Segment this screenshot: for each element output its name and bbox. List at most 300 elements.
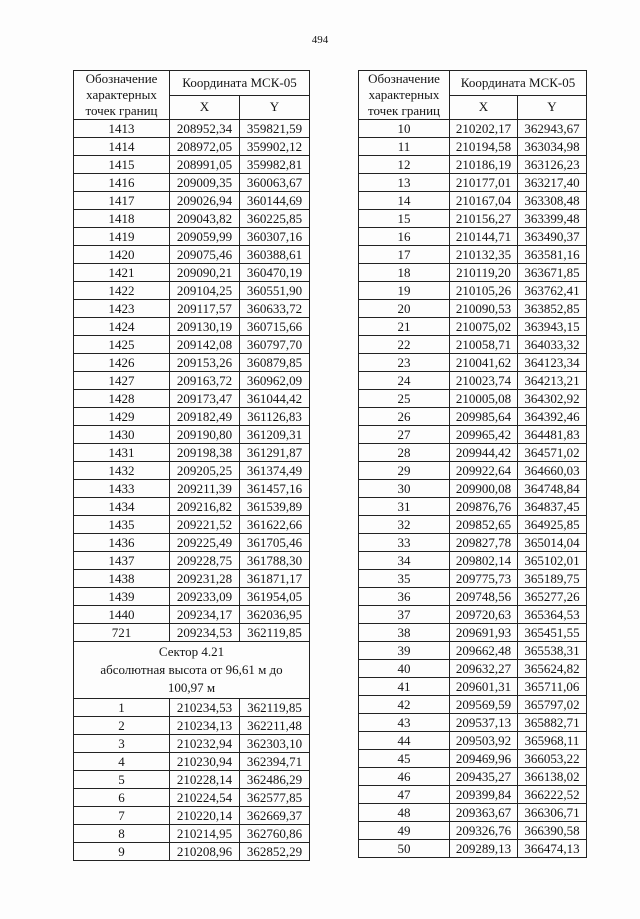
y-coordinate-cell: 360225,85 (240, 210, 310, 228)
y-coordinate-cell: 364748,84 (518, 480, 587, 498)
x-coordinate-cell: 210232,94 (170, 735, 240, 753)
point-id-cell: 35 (359, 570, 450, 588)
y-coordinate-cell: 362119,85 (240, 624, 310, 642)
sector-title: Сектор 4.21 (158, 644, 225, 659)
point-id-cell: 1433 (74, 480, 170, 498)
x-coordinate-cell: 209802,14 (450, 552, 518, 570)
x-coordinate-cell: 209326,76 (450, 822, 518, 840)
y-coordinate-cell: 360388,61 (240, 246, 310, 264)
x-coordinate-cell: 210058,71 (450, 336, 518, 354)
point-id-cell: 45 (359, 750, 450, 768)
point-id-cell: 48 (359, 804, 450, 822)
point-id-cell: 1428 (74, 390, 170, 408)
x-coordinate-cell: 210220,14 (170, 807, 240, 825)
y-coordinate-cell: 364571,02 (518, 444, 587, 462)
point-id-cell: 2 (74, 717, 170, 735)
point-id-cell: 10 (359, 120, 450, 138)
point-id-cell: 1424 (74, 318, 170, 336)
y-coordinate-cell: 359902,12 (240, 138, 310, 156)
point-id-cell: 1437 (74, 552, 170, 570)
table-row (359, 354, 587, 372)
table-row (74, 408, 310, 426)
point-id-cell: 721 (74, 624, 170, 642)
point-id-cell: 1418 (74, 210, 170, 228)
table-row (74, 588, 310, 606)
y-coordinate-cell: 360063,67 (240, 174, 310, 192)
point-id-cell: 1440 (74, 606, 170, 624)
table-row (359, 156, 587, 174)
table-row (359, 696, 587, 714)
y-coordinate-cell: 365968,11 (518, 732, 587, 750)
y-coordinate-cell: 364033,32 (518, 336, 587, 354)
point-id-cell: 21 (359, 318, 450, 336)
x-coordinate-cell: 209691,93 (450, 624, 518, 642)
table-row (74, 699, 310, 717)
y-coordinate-cell: 363399,48 (518, 210, 587, 228)
table-row (74, 354, 310, 372)
table-row (74, 606, 310, 624)
point-id-cell: 1434 (74, 498, 170, 516)
table-row (359, 372, 587, 390)
y-coordinate-cell: 366390,58 (518, 822, 587, 840)
point-id-cell: 1436 (74, 534, 170, 552)
point-id-cell: 40 (359, 660, 450, 678)
x-coordinate-cell: 210023,74 (450, 372, 518, 390)
x-coordinate-cell: 209662,48 (450, 642, 518, 660)
y-coordinate-cell: 361871,17 (240, 570, 310, 588)
table-row (359, 768, 587, 786)
table-row (359, 336, 587, 354)
point-id-cell: 1439 (74, 588, 170, 606)
x-coordinate-cell: 208952,34 (170, 120, 240, 138)
y-coordinate-cell: 362211,48 (240, 717, 310, 735)
y-coordinate-cell: 363581,16 (518, 246, 587, 264)
y-coordinate-cell: 362669,37 (240, 807, 310, 825)
point-id-cell: 1 (74, 699, 170, 717)
table-row (359, 786, 587, 804)
x-coordinate-cell: 210186,19 (450, 156, 518, 174)
x-coordinate-cell: 209852,65 (450, 516, 518, 534)
table-row (359, 228, 587, 246)
x-coordinate-cell: 209043,82 (170, 210, 240, 228)
point-id-cell: 28 (359, 444, 450, 462)
x-coordinate-cell: 210202,17 (450, 120, 518, 138)
table-row (74, 426, 310, 444)
x-coordinate-cell: 209233,09 (170, 588, 240, 606)
point-id-cell: 47 (359, 786, 450, 804)
table-row (74, 462, 310, 480)
point-id-cell: 38 (359, 624, 450, 642)
x-coordinate-cell: 209469,96 (450, 750, 518, 768)
x-coordinate-cell: 209130,19 (170, 318, 240, 336)
y-coordinate-cell: 364123,34 (518, 354, 587, 372)
x-coordinate-cell: 208972,05 (170, 138, 240, 156)
x-coordinate-cell: 210214,95 (170, 825, 240, 843)
point-id-cell: 1422 (74, 282, 170, 300)
y-coordinate-cell: 366222,52 (518, 786, 587, 804)
y-coordinate-cell: 362760,86 (240, 825, 310, 843)
point-id-cell: 15 (359, 210, 450, 228)
x-coordinate-cell: 210119,20 (450, 264, 518, 282)
table-row (74, 390, 310, 408)
point-id-cell: 36 (359, 588, 450, 606)
y-coordinate-cell: 363943,15 (518, 318, 587, 336)
sector-altitude: абсолютная высота от 96,61 м до (100, 662, 283, 677)
y-coordinate-cell: 360879,85 (240, 354, 310, 372)
table-row (359, 192, 587, 210)
table-row (74, 624, 310, 642)
sector-altitude-end: 100,97 м (167, 680, 216, 695)
point-id-cell: 1423 (74, 300, 170, 318)
table-row (359, 498, 587, 516)
point-id-cell: 1420 (74, 246, 170, 264)
table-row (74, 120, 310, 138)
table-row (74, 534, 310, 552)
point-id-cell: 1435 (74, 516, 170, 534)
header-y: Y (240, 95, 310, 120)
x-coordinate-cell: 209944,42 (450, 444, 518, 462)
y-coordinate-cell: 366138,02 (518, 768, 587, 786)
x-coordinate-cell: 209775,73 (450, 570, 518, 588)
table-row (74, 753, 310, 771)
x-coordinate-cell: 209104,25 (170, 282, 240, 300)
point-id-cell: 20 (359, 300, 450, 318)
table-row (74, 552, 310, 570)
x-coordinate-cell: 210105,26 (450, 282, 518, 300)
table-row (359, 570, 587, 588)
table-row (74, 498, 310, 516)
x-coordinate-cell: 209198,38 (170, 444, 240, 462)
x-coordinate-cell: 209117,57 (170, 300, 240, 318)
x-coordinate-cell: 209026,94 (170, 192, 240, 210)
point-id-cell: 33 (359, 534, 450, 552)
y-coordinate-cell: 364925,85 (518, 516, 587, 534)
table-row (359, 534, 587, 552)
point-id-cell: 1416 (74, 174, 170, 192)
table-row (74, 156, 310, 174)
point-id-cell: 14 (359, 192, 450, 210)
table-row (359, 732, 587, 750)
y-coordinate-cell: 364392,46 (518, 408, 587, 426)
y-coordinate-cell: 360715,66 (240, 318, 310, 336)
table-row (74, 192, 310, 210)
table-row (74, 789, 310, 807)
y-coordinate-cell: 363126,23 (518, 156, 587, 174)
y-coordinate-cell: 363308,48 (518, 192, 587, 210)
point-id-cell: 11 (359, 138, 450, 156)
table-row (74, 843, 310, 861)
x-coordinate-cell: 210167,04 (450, 192, 518, 210)
x-coordinate-cell: 209876,76 (450, 498, 518, 516)
point-id-cell: 1415 (74, 156, 170, 174)
point-id-cell: 12 (359, 156, 450, 174)
table-row (359, 624, 587, 642)
header-x: X (450, 95, 518, 120)
table-row (359, 678, 587, 696)
sector-caption (74, 642, 310, 699)
x-coordinate-cell: 209399,84 (450, 786, 518, 804)
y-coordinate-cell: 362943,67 (518, 120, 587, 138)
y-coordinate-cell: 361374,49 (240, 462, 310, 480)
point-id-cell: 1417 (74, 192, 170, 210)
point-id-cell: 23 (359, 354, 450, 372)
point-id-cell: 44 (359, 732, 450, 750)
y-coordinate-cell: 365102,01 (518, 552, 587, 570)
y-coordinate-cell: 360470,19 (240, 264, 310, 282)
point-id-cell: 9 (74, 843, 170, 861)
x-coordinate-cell: 210156,27 (450, 210, 518, 228)
x-coordinate-cell: 209985,64 (450, 408, 518, 426)
x-coordinate-cell: 209363,67 (450, 804, 518, 822)
point-id-cell: 30 (359, 480, 450, 498)
y-coordinate-cell: 365277,26 (518, 588, 587, 606)
point-id-cell: 7 (74, 807, 170, 825)
table-row (359, 822, 587, 840)
point-id-cell: 3 (74, 735, 170, 753)
point-id-cell: 13 (359, 174, 450, 192)
y-coordinate-cell: 362577,85 (240, 789, 310, 807)
point-id-cell: 18 (359, 264, 450, 282)
point-id-cell: 25 (359, 390, 450, 408)
y-coordinate-cell: 365364,53 (518, 606, 587, 624)
y-coordinate-cell: 363217,40 (518, 174, 587, 192)
table-row (359, 516, 587, 534)
x-coordinate-cell: 209601,31 (450, 678, 518, 696)
x-coordinate-cell: 210194,58 (450, 138, 518, 156)
y-coordinate-cell: 365538,31 (518, 642, 587, 660)
table-row (359, 120, 587, 138)
x-coordinate-cell: 209009,35 (170, 174, 240, 192)
point-id-cell: 42 (359, 696, 450, 714)
y-coordinate-cell: 361457,16 (240, 480, 310, 498)
table-row (74, 138, 310, 156)
table-row (74, 717, 310, 735)
table-row (359, 642, 587, 660)
point-id-cell: 31 (359, 498, 450, 516)
x-coordinate-cell: 208991,05 (170, 156, 240, 174)
x-coordinate-cell: 209173,47 (170, 390, 240, 408)
x-coordinate-cell: 209234,17 (170, 606, 240, 624)
table-row (359, 804, 587, 822)
y-coordinate-cell: 366306,71 (518, 804, 587, 822)
y-coordinate-cell: 365624,82 (518, 660, 587, 678)
y-coordinate-cell: 361209,31 (240, 426, 310, 444)
y-coordinate-cell: 365189,75 (518, 570, 587, 588)
table-row (359, 408, 587, 426)
x-coordinate-cell: 209632,27 (450, 660, 518, 678)
table-row (359, 588, 587, 606)
y-coordinate-cell: 361539,89 (240, 498, 310, 516)
y-coordinate-cell: 364302,92 (518, 390, 587, 408)
point-id-cell: 1438 (74, 570, 170, 588)
x-coordinate-cell: 210208,96 (170, 843, 240, 861)
y-coordinate-cell: 363762,41 (518, 282, 587, 300)
point-id-cell: 22 (359, 336, 450, 354)
header-coordinate-group: Координата МСК-05 (450, 71, 587, 96)
point-id-cell: 1419 (74, 228, 170, 246)
y-coordinate-cell: 362036,95 (240, 606, 310, 624)
point-id-cell: 50 (359, 840, 450, 858)
x-coordinate-cell: 209221,52 (170, 516, 240, 534)
x-coordinate-cell: 209163,72 (170, 372, 240, 390)
y-coordinate-cell: 360551,90 (240, 282, 310, 300)
x-coordinate-cell: 209569,59 (450, 696, 518, 714)
table-row (359, 480, 587, 498)
x-coordinate-cell: 209289,13 (450, 840, 518, 858)
point-id-cell: 8 (74, 825, 170, 843)
point-id-cell: 27 (359, 426, 450, 444)
x-coordinate-cell: 209075,46 (170, 246, 240, 264)
coordinates-table-left (73, 70, 310, 861)
y-coordinate-cell: 361291,87 (240, 444, 310, 462)
y-coordinate-cell: 361954,05 (240, 588, 310, 606)
x-coordinate-cell: 209720,63 (450, 606, 518, 624)
table-row (74, 771, 310, 789)
point-id-cell: 37 (359, 606, 450, 624)
x-coordinate-cell: 209965,42 (450, 426, 518, 444)
point-id-cell: 32 (359, 516, 450, 534)
x-coordinate-cell: 209537,13 (450, 714, 518, 732)
table-row (74, 516, 310, 534)
x-coordinate-cell: 209142,08 (170, 336, 240, 354)
page-number: 494 (311, 34, 329, 46)
y-coordinate-cell: 362119,85 (240, 699, 310, 717)
x-coordinate-cell: 210234,53 (170, 699, 240, 717)
y-coordinate-cell: 361788,30 (240, 552, 310, 570)
point-id-cell: 5 (74, 771, 170, 789)
y-coordinate-cell: 365797,02 (518, 696, 587, 714)
x-coordinate-cell: 210132,35 (450, 246, 518, 264)
y-coordinate-cell: 361044,42 (240, 390, 310, 408)
point-id-cell: 41 (359, 678, 450, 696)
table-row (359, 840, 587, 858)
x-coordinate-cell: 210144,71 (450, 228, 518, 246)
point-id-cell: 1430 (74, 426, 170, 444)
header-coordinate-group: Координата МСК-05 (170, 71, 310, 96)
x-coordinate-cell: 209435,27 (450, 768, 518, 786)
x-coordinate-cell: 209503,92 (450, 732, 518, 750)
y-coordinate-cell: 360633,72 (240, 300, 310, 318)
x-coordinate-cell: 210005,08 (450, 390, 518, 408)
table-row (74, 336, 310, 354)
table-row (74, 300, 310, 318)
y-coordinate-cell: 366053,22 (518, 750, 587, 768)
table-row (359, 552, 587, 570)
point-id-cell: 1413 (74, 120, 170, 138)
y-coordinate-cell: 360962,09 (240, 372, 310, 390)
x-coordinate-cell: 209748,56 (450, 588, 518, 606)
table-row (359, 282, 587, 300)
table-row (359, 264, 587, 282)
y-coordinate-cell: 363671,85 (518, 264, 587, 282)
point-id-cell: 1431 (74, 444, 170, 462)
y-coordinate-cell: 360144,69 (240, 192, 310, 210)
point-id-cell: 39 (359, 642, 450, 660)
point-id-cell: 19 (359, 282, 450, 300)
table-row (359, 462, 587, 480)
header-designation: Обозначение характерных точек границ (359, 71, 450, 120)
coordinates-table-right (358, 70, 587, 858)
y-coordinate-cell: 365014,04 (518, 534, 587, 552)
point-id-cell: 1432 (74, 462, 170, 480)
table-row (74, 174, 310, 192)
point-id-cell: 1421 (74, 264, 170, 282)
table-row (359, 138, 587, 156)
table-row (359, 390, 587, 408)
y-coordinate-cell: 362852,29 (240, 843, 310, 861)
x-coordinate-cell: 209827,78 (450, 534, 518, 552)
table-row (74, 372, 310, 390)
point-id-cell: 1426 (74, 354, 170, 372)
x-coordinate-cell: 210230,94 (170, 753, 240, 771)
point-id-cell: 4 (74, 753, 170, 771)
x-coordinate-cell: 209090,21 (170, 264, 240, 282)
x-coordinate-cell: 209922,64 (450, 462, 518, 480)
x-coordinate-cell: 209900,08 (450, 480, 518, 498)
point-id-cell: 24 (359, 372, 450, 390)
point-id-cell: 6 (74, 789, 170, 807)
y-coordinate-cell: 364481,83 (518, 426, 587, 444)
y-coordinate-cell: 364660,03 (518, 462, 587, 480)
y-coordinate-cell: 365711,06 (518, 678, 587, 696)
point-id-cell: 29 (359, 462, 450, 480)
table-row (74, 825, 310, 843)
y-coordinate-cell: 359821,59 (240, 120, 310, 138)
point-id-cell: 43 (359, 714, 450, 732)
x-coordinate-cell: 209234,53 (170, 624, 240, 642)
header-designation: Обозначение характерных точек границ (74, 71, 170, 120)
y-coordinate-cell: 362303,10 (240, 735, 310, 753)
point-id-cell: 34 (359, 552, 450, 570)
point-id-cell: 1427 (74, 372, 170, 390)
point-id-cell: 26 (359, 408, 450, 426)
x-coordinate-cell: 209211,39 (170, 480, 240, 498)
point-id-cell: 17 (359, 246, 450, 264)
x-coordinate-cell: 210041,62 (450, 354, 518, 372)
point-id-cell: 16 (359, 228, 450, 246)
y-coordinate-cell: 362394,71 (240, 753, 310, 771)
table-row (74, 264, 310, 282)
x-coordinate-cell: 209216,82 (170, 498, 240, 516)
header-x: X (170, 95, 240, 120)
table-row (74, 807, 310, 825)
y-coordinate-cell: 361622,66 (240, 516, 310, 534)
y-coordinate-cell: 366474,13 (518, 840, 587, 858)
x-coordinate-cell: 209228,75 (170, 552, 240, 570)
table-row (359, 606, 587, 624)
x-coordinate-cell: 210090,53 (450, 300, 518, 318)
y-coordinate-cell: 362486,29 (240, 771, 310, 789)
point-id-cell: 1425 (74, 336, 170, 354)
table-row (74, 246, 310, 264)
table-row (359, 660, 587, 678)
y-coordinate-cell: 359982,81 (240, 156, 310, 174)
table-row (359, 426, 587, 444)
y-coordinate-cell: 363034,98 (518, 138, 587, 156)
y-coordinate-cell: 361126,83 (240, 408, 310, 426)
table-row (359, 750, 587, 768)
y-coordinate-cell: 360307,16 (240, 228, 310, 246)
table-row (359, 210, 587, 228)
y-coordinate-cell: 361705,46 (240, 534, 310, 552)
table-row (74, 480, 310, 498)
x-coordinate-cell: 210075,02 (450, 318, 518, 336)
x-coordinate-cell: 210177,01 (450, 174, 518, 192)
y-coordinate-cell: 364837,45 (518, 498, 587, 516)
table-row (359, 174, 587, 192)
x-coordinate-cell: 209231,28 (170, 570, 240, 588)
x-coordinate-cell: 209205,25 (170, 462, 240, 480)
